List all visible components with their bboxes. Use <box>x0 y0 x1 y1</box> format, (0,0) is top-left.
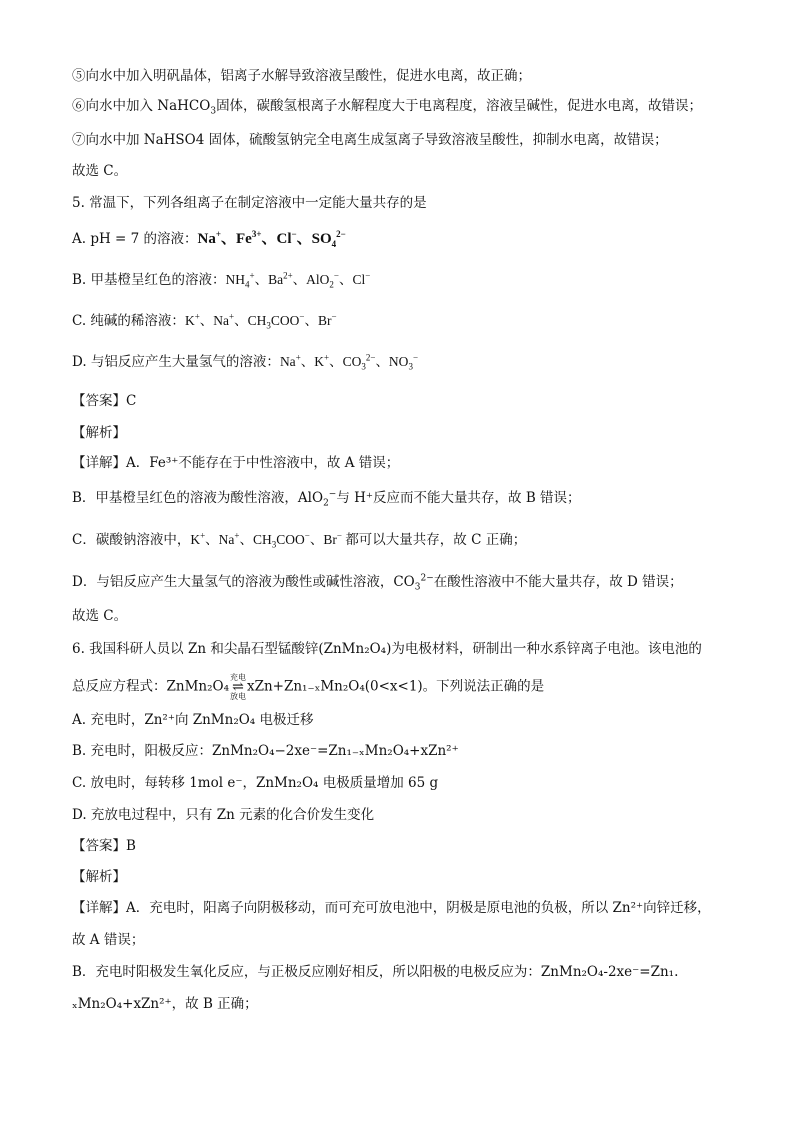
q5-option-b: B. 甲基橙呈红色的溶液：$NH_4^+$、$Ba^{2+}$、AlO$_2$−、Cl− <box>72 270 371 290</box>
detail-6a-line1: 【详解】A．充电时，阳离子向阴极移动，而可充可放电池中，阴极是原电池的负极，所以 Zn²⁺向锌迁移， <box>72 900 711 916</box>
detail-6a-line2: 故 A 错误； <box>72 932 145 948</box>
q6-option-b: B. 充电时，阳极反应：ZnMn₂O₄−2xe⁻=Zn₁₋ₓMn₂O₄+xZn²⁺ <box>72 743 459 759</box>
detail-5d: D．与铝反应产生大量氢气的溶液为酸性或碱性溶液，$CO_3^{2-}$在酸性溶液中不能大量共存，故 D 错误； <box>72 573 683 593</box>
analysis-label-5: 【解析】 <box>72 425 126 441</box>
text-line-7: ⑦向水中加 NaHSO4 固体，硫酸氢钠完全电离生成氢离子导致溶液呈酸性，抑制水电离，故错误； <box>72 132 668 148</box>
q5-option-a: A. pH = 7 的溶液：Na+、$Fe^{3+}$、Cl−、$SO_4^{2-}$ <box>72 229 346 249</box>
q6-option-a: A. 充电时，Zn²⁺向 ZnMn₂O₄ 电极迁移 <box>72 712 314 728</box>
detail-6b-line1: B．充电时阳极发生氧化反应，与正极反应刚好相反，所以阳极的电极反应为：ZnMn₂O₄-2xe⁻=Zn₁. <box>72 964 679 980</box>
question-6-line1: 6. 我国科研人员以 Zn 和尖晶石型锰酸锌(ZnMn₂O₄)为电极材料，研制出一种水系锌离子电池。该电池的 <box>72 641 702 657</box>
answer-6: 【答案】B <box>72 838 136 854</box>
detail-5-conclusion: 故选 C。 <box>72 608 128 624</box>
q6-option-d: D. 充放电过程中，只有 Zn 元素的化合价发生变化 <box>72 807 375 823</box>
text-line-6: ⑥向水中加入 NaHCO$_3$固体，碳酸氢根离子水解程度大于电离程度，溶液呈碱性，促进水电离，故错误； <box>72 98 703 117</box>
text-line-choose-c: 故选 C。 <box>72 163 128 179</box>
reversible-arrow-icon: 充电 ⇌ 放电 <box>229 673 246 701</box>
question-5: 5. 常温下，下列各组离子在制定溶液中一定能大量共存的是 <box>72 195 427 211</box>
text-line-5: ⑤向水中加入明矾晶体，铝离子水解导致溶液呈酸性，促进水电离，故正确； <box>72 68 531 84</box>
q5-option-c: C. 纯碱的稀溶液：K+、Na+、$CH_3COO^-$、Br− <box>72 311 337 331</box>
analysis-label-6: 【解析】 <box>72 869 126 885</box>
detail-5c: C．碳酸钠溶液中，K+、Na+、$CH_3COO^-$、Br− 都可以大量共存，故 C 正确； <box>72 530 527 550</box>
q6-option-c: C. 放电时，每转移 1mol e⁻，ZnMn₂O₄ 电极质量增加 65 g <box>72 775 439 791</box>
detail-6b-line2: ₓMn₂O₄+xZn²⁺，故 B 正确； <box>72 996 258 1012</box>
detail-5a: 【详解】A．Fe³⁺不能存在于中性溶液中，故 A 错误； <box>72 455 400 471</box>
question-6-line2: 总反应方程式：ZnMn₂O₄ 充电 ⇌ 放电 xZn+Zn₁₋ₓMn₂O₄(0<x<1)。下列说法正确的是 <box>72 673 545 701</box>
detail-5b: B．甲基橙呈红色的溶液为酸性溶液，AlO$_2$−与 H⁺反应而不能大量共存，故 B 错误； <box>72 489 581 509</box>
q5-option-d: D. 与铝反应产生大量氢气的溶液：Na+、K+、$CO_3^{2-}$、$NO_3^-$ <box>72 352 419 372</box>
answer-5: 【答案】C <box>72 393 137 409</box>
